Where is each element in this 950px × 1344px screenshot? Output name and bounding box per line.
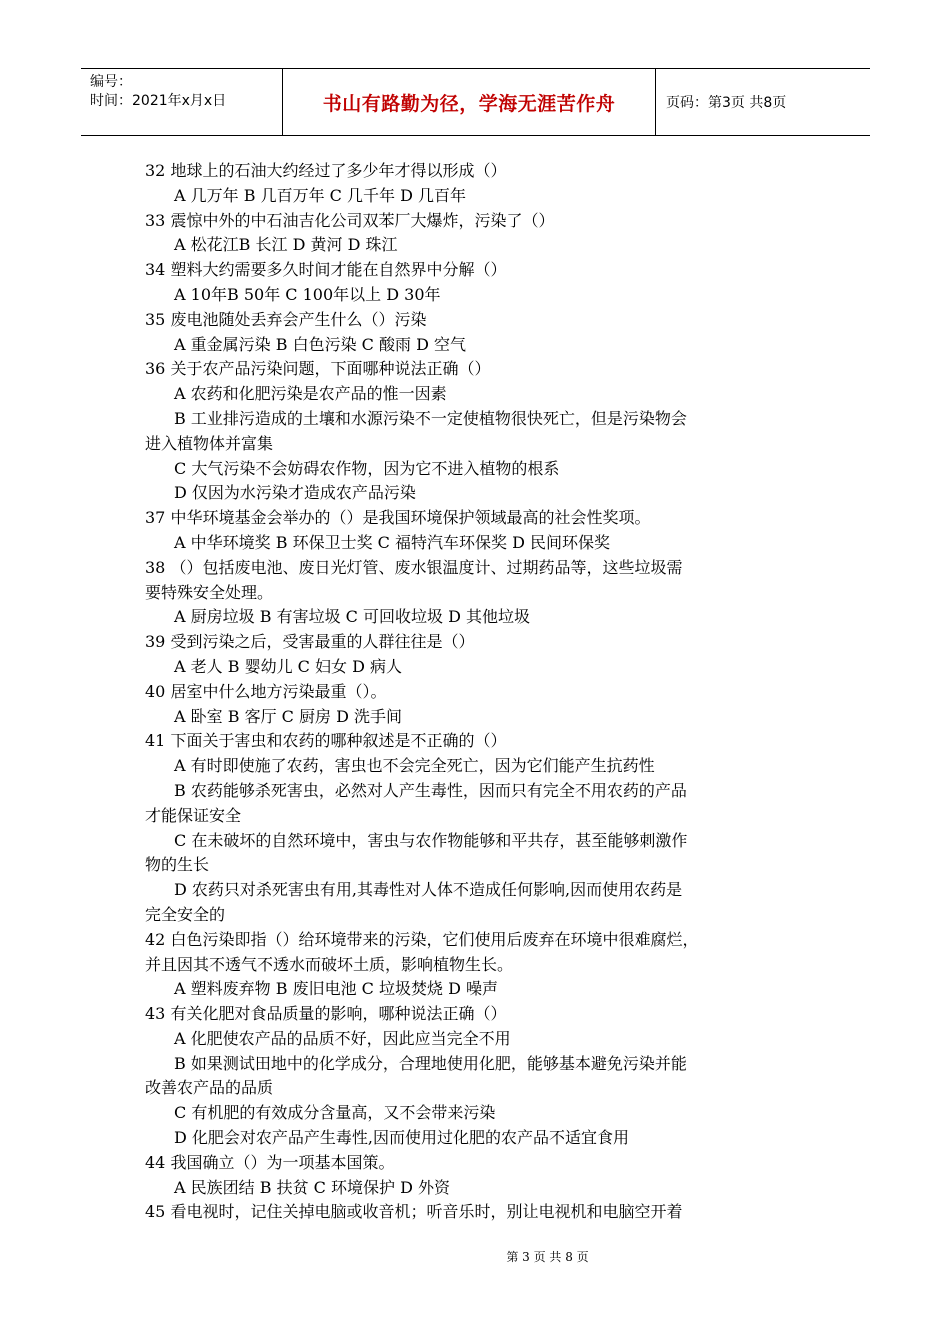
header-meta: [81, 69, 283, 135]
text-line: 物的生长: [145, 855, 210, 875]
doc-time-label: 时间：2021年x月x日: [90, 93, 227, 109]
text-line: A 重金属污染 B 白色污染 C 酸雨 D 空气: [174, 334, 466, 354]
text-line: A 松花江B 长江 D 黄河 D 珠江: [174, 235, 398, 255]
document-body: [145, 159, 815, 1225]
text-line: 32 地球上的石油大约经过了多少年才得以形成（）: [145, 161, 507, 180]
page-footer: [0, 1248, 950, 1265]
text-line: D 仅因为水污染才造成农产品污染: [174, 483, 416, 503]
doc-number-label: 编号：: [90, 74, 132, 90]
text-line: 38 （）包括废电池、废日光灯管、废水银温度计、过期药品等，这些垃圾需: [145, 557, 683, 577]
text-line: A 老人 B 婴幼儿 C 妇女 D 病人: [174, 656, 402, 676]
text-line: A 有时即使施了农药，害虫也不会完全死亡，因为它们能产生抗药性: [174, 756, 655, 776]
page-header: [81, 68, 870, 136]
text-line: C 在未破坏的自然环境中，害虫与农作物能够和平共存，甚至能够刺激作: [174, 830, 688, 850]
text-line: 43 有关化肥对食品质量的影响，哪种说法正确（）: [145, 1004, 507, 1024]
text-line: A 10年B 50年 C 100年以上 D 30年: [174, 284, 441, 304]
text-line: A 民族团结 B 扶贫 C 环境保护 D 外资: [174, 1177, 450, 1197]
text-line: 才能保证安全: [145, 805, 242, 825]
text-line: 45 看电视时，记住关掉电脑或收音机；听音乐时，别让电视机和电脑空开着: [145, 1202, 683, 1222]
text-line: A 几万年 B 几百万年 C 几千年 D 几百年: [174, 185, 466, 205]
text-line: 41 下面关于害虫和农药的哪种叙述是不正确的（）: [145, 731, 507, 751]
text-line: 39 受到污染之后，受害最重的人群往往是（）: [145, 632, 475, 652]
text-line: 34 塑料大约需要多久时间才能在自然界中分解（）: [145, 260, 507, 280]
text-line: 完全安全的: [145, 904, 226, 924]
text-line: 42 白色污染即指（）给环境带来的污染，它们使用后废弃在环境中很难腐烂，: [145, 929, 699, 949]
footer-page-number: 第 3 页 共 8 页: [506, 1250, 589, 1264]
text-line: C 大气污染不会妨碍农作物，因为它不进入植物的根系: [174, 458, 560, 478]
text-line: A 卧室 B 客厅 C 厨房 D 洗手间: [174, 706, 402, 726]
text-line: 44 我国确立（）为一项基本国策。: [145, 1152, 395, 1172]
text-line: A 中华环境奖 B 环保卫士奖 C 福特汽车环保奖 D 民间环保奖: [174, 532, 610, 552]
text-line: 并且因其不透气不透水而破坏土质，影响植物生长。: [145, 954, 514, 974]
text-line: 进入植物体并富集: [145, 433, 274, 453]
text-line: A 塑料废弃物 B 废旧电池 C 垃圾焚烧 D 噪声: [174, 979, 498, 999]
text-line: D 化肥会对农产品产生毒性,因而使用过化肥的农产品不适宜食用: [174, 1128, 630, 1148]
text-line: 37 中华环境基金会举办的（）是我国环境保护领域最高的社会性奖项。: [145, 508, 651, 528]
text-line: 40 居室中什么地方污染最重（）。: [145, 681, 387, 701]
text-line: 36 关于农产品污染问题，下面哪种说法正确（）: [145, 359, 491, 379]
text-line: A 厨房垃圾 B 有害垃圾 C 可回收垃圾 D 其他垃圾: [174, 607, 530, 627]
text-line: A 农药和化肥污染是农产品的惟一因素: [174, 384, 447, 404]
text-line: 要特殊安全处理。: [145, 582, 274, 602]
header-motto: 书山有路勤为径，学海无涯苦作舟: [283, 69, 656, 135]
text-line: 35 废电池随处丢弃会产生什么（）污染: [145, 309, 427, 329]
text-line: A 化肥使农产品的品质不好，因此应当完全不用: [174, 1028, 511, 1048]
text-line: B 农药能够杀死害虫，必然对人产生毒性，因而只有完全不用农药的产品: [174, 780, 687, 800]
text-line: B 如果测试田地中的化学成分，合理地使用化肥，能够基本避免污染并能: [174, 1053, 687, 1073]
text-line: B 工业排污造成的土壤和水源污染不一定使植物很快死亡，但是污染物会: [174, 408, 687, 428]
text-line: D 农药只对杀死害虫有用,其毒性对人体不造成任何影响,因而使用农药是: [174, 880, 683, 900]
text-line: 33 震惊中外的中石油吉化公司双苯厂大爆炸，污染了（）: [145, 210, 555, 230]
text-line: 改善农产品的品质: [145, 1078, 274, 1098]
header-page-number: 页码：第3页 共8页: [666, 95, 787, 111]
text-line: C 有机肥的有效成分含量高，又不会带来污染: [174, 1103, 496, 1123]
